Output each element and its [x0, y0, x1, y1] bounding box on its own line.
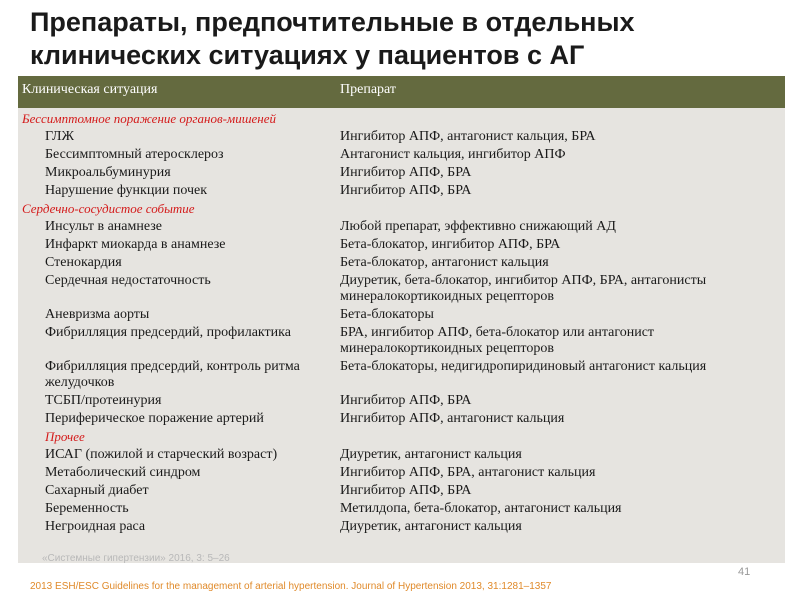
- drug-cell: Бета-блокатор, ингибитор АПФ, БРА: [340, 237, 561, 252]
- drug-cell: Диуретик, антагонист кальция: [340, 519, 522, 534]
- clinical-situation-cell: Бессимптомный атеросклероз: [45, 147, 224, 162]
- clinical-situation-cell: Сахарный диабет: [45, 483, 149, 498]
- section-label: Бессимптомное поражение органов-мишеней: [22, 111, 277, 126]
- section-label: Прочее: [45, 429, 85, 444]
- section-label: Сердечно-сосудистое событие: [22, 201, 195, 216]
- table-row: [18, 182, 785, 200]
- drug-cell: Диуретик, антагонист кальция: [340, 447, 522, 462]
- table-row: [18, 128, 785, 146]
- clinical-situation-cell: Фибрилляция предсердий, профилактика: [45, 325, 291, 340]
- clinical-situation-cell: Стенокардия: [45, 255, 122, 270]
- drug-cell: Ингибитор АПФ, БРА: [340, 183, 472, 198]
- clinical-situation-cell: Беременность: [45, 501, 129, 516]
- recommendations-table: [18, 76, 785, 563]
- table-row: [18, 392, 785, 410]
- page-number: 41: [738, 566, 751, 578]
- clinical-situation-cell: Инсульт в анамнезе: [45, 219, 162, 234]
- clinical-situation-cell: ИСАГ (пожилой и старческий возраст): [45, 447, 278, 462]
- clinical-situation-cell: Инфаркт миокарда в анамнезе: [45, 237, 226, 252]
- clinical-situation-cell: Аневризма аорты: [45, 307, 150, 322]
- table-row: [18, 146, 785, 164]
- drug-cell: Ингибитор АПФ, БРА: [340, 483, 472, 498]
- clinical-situation-cell: Периферическое поражение артерий: [45, 411, 264, 426]
- section-row: [18, 110, 785, 128]
- table-header: [18, 76, 785, 108]
- table-row: [18, 446, 785, 464]
- table-row: [18, 518, 785, 536]
- table-row: [18, 410, 785, 428]
- clinical-situation-cell: Микроальбуминурия: [45, 165, 171, 180]
- section-row: [18, 428, 785, 446]
- drug-cell: Ингибитор АПФ, БРА: [340, 165, 472, 180]
- table-row: [18, 500, 785, 518]
- clinical-situation-cell: Фибрилляция предсердий, контроль ритма желудочков: [45, 359, 300, 390]
- table-row: [18, 358, 785, 392]
- table-row: [18, 464, 785, 482]
- table-row: [18, 272, 785, 306]
- table-row: [18, 324, 785, 358]
- drug-cell: Бета-блокатор, антагонист кальция: [340, 255, 549, 270]
- drug-cell: Диуретик, бета-блокатор, ингибитор АПФ, БРА, антагонисты минералокортикоидных рецепторов: [340, 273, 707, 304]
- drug-cell: Ингибитор АПФ, БРА, антагонист кальция: [340, 465, 596, 480]
- faint-reference-note: «Системные гипертензии» 2016, 3: 5–26: [42, 553, 230, 564]
- table-row: [18, 306, 785, 324]
- clinical-situation-cell: ТСБП/протеинурия: [45, 393, 162, 408]
- drug-cell: БРА, ингибитор АПФ, бета-блокатор или антагонист минералокортикоидных рецепторов: [340, 325, 655, 356]
- drug-cell: Бета-блокаторы, недигидропиридиновый антагонист кальция: [340, 359, 707, 374]
- clinical-situation-cell: ГЛЖ: [45, 129, 75, 144]
- table-row: [18, 254, 785, 272]
- drug-cell: Ингибитор АПФ, антагонист кальция, БРА: [340, 129, 596, 144]
- section-row: [18, 200, 785, 218]
- drug-cell: Метилдопа, бета-блокатор, антагонист кальция: [340, 501, 622, 516]
- table-row: [18, 236, 785, 254]
- table-row: [18, 218, 785, 236]
- clinical-situation-cell: Сердечная недостаточность: [45, 273, 211, 288]
- drug-cell: Ингибитор АПФ, антагонист кальция: [340, 411, 565, 426]
- drug-cell: Антагонист кальция, ингибитор АПФ: [340, 147, 566, 162]
- table-body: [18, 110, 785, 536]
- header-drug: Препарат: [340, 82, 396, 97]
- clinical-situation-cell: Нарушение функции почек: [45, 183, 208, 198]
- drug-cell: Бета-блокаторы: [340, 307, 434, 322]
- table-row: [18, 482, 785, 500]
- header-clinical-situation: Клиническая ситуация: [22, 82, 158, 97]
- clinical-situation-cell: Негроидная раса: [45, 519, 146, 534]
- drug-cell: Любой препарат, эффективно снижающий АД: [340, 219, 616, 234]
- drug-cell: Ингибитор АПФ, БРА: [340, 393, 472, 408]
- table-row: [18, 164, 785, 182]
- source-citation: 2013 ESH/ESC Guidelines for the management of arterial hypertension. Journal of Hypertension 2013, 31:1281–1357: [30, 581, 552, 592]
- clinical-situation-cell: Метаболический синдром: [45, 465, 201, 480]
- slide-title: Препараты, предпочтительные в отдельных клинических ситуациях у пациентов с АГ: [30, 7, 635, 70]
